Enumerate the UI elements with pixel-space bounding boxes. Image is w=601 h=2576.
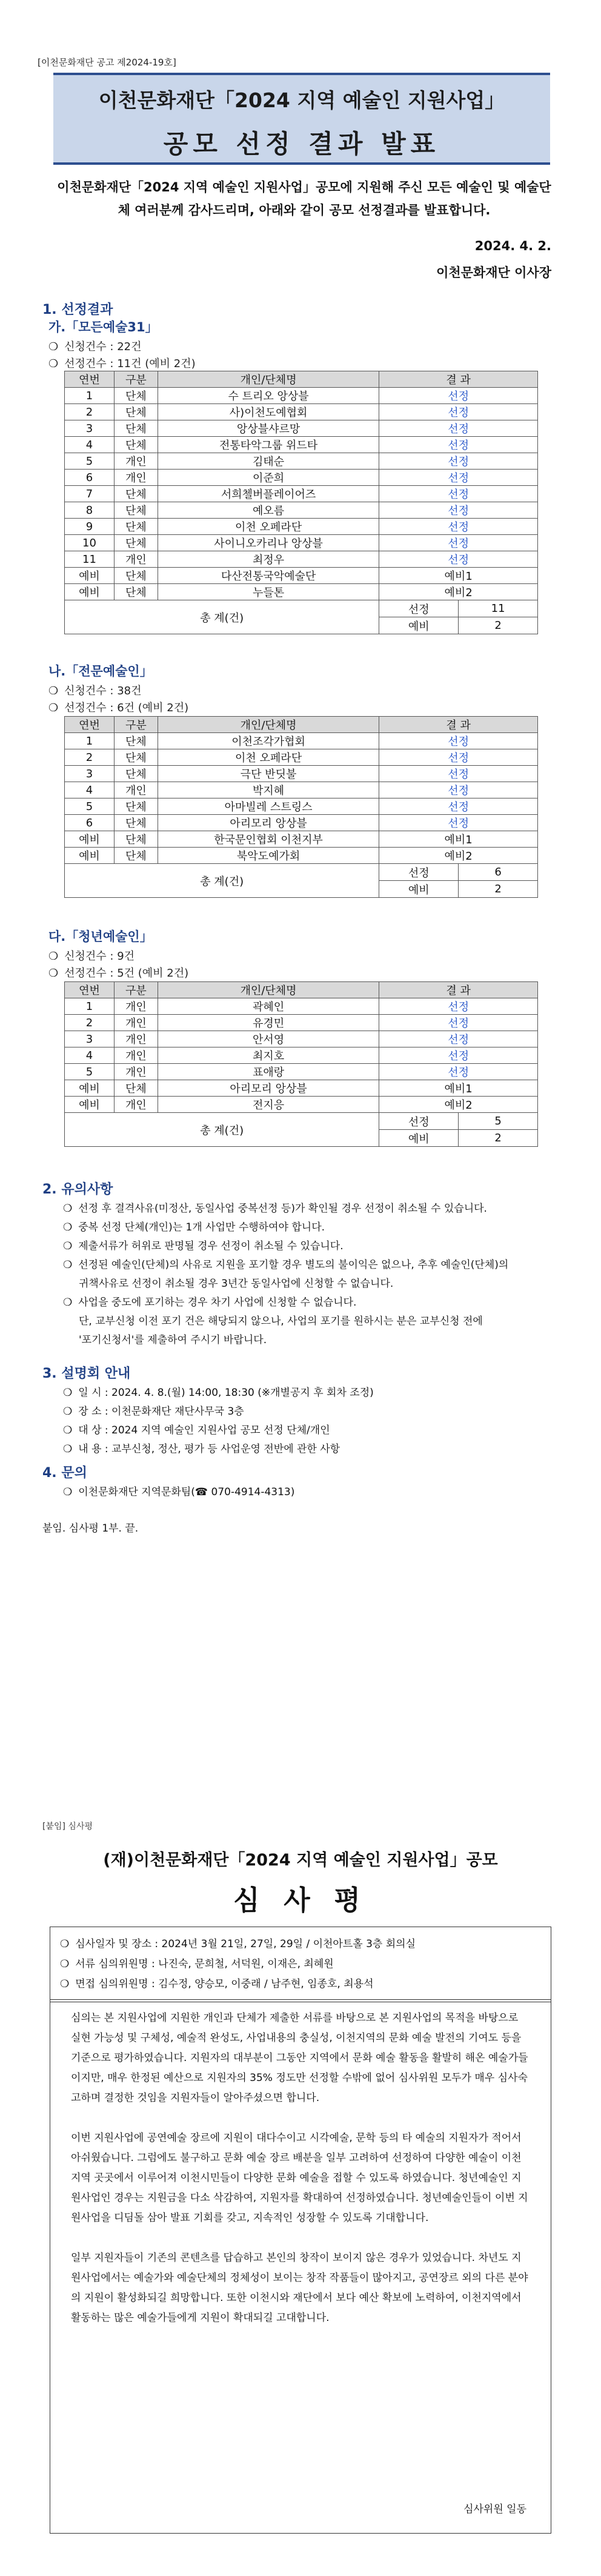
cell-name: 한국문인협회 이천지부 (158, 831, 379, 848)
cell-no: 3 (65, 420, 115, 437)
note-item: ❍ 선정된 예술인(단체)의 사유로 지원을 포기할 경우 별도의 불이익은 없으나, 추후 예술인(단체)의 (63, 1256, 566, 1275)
section3-title: 3. 설명회 안내 (42, 1366, 131, 1381)
cell-name: 안서영 (158, 1031, 379, 1047)
group-b-applicants: ❍ 신청건수 : 38건 (48, 682, 142, 698)
cell-no: 1 (65, 388, 115, 404)
cell-result: 선정 (379, 388, 538, 404)
total-row (65, 1113, 538, 1130)
cell-name: 이천조각가협회 (158, 733, 379, 749)
table-row (65, 1080, 538, 1097)
cell-type: 단체 (114, 848, 158, 864)
total-row (65, 600, 538, 617)
total-reserve-label: 예비 (379, 617, 459, 634)
cell-no: 4 (65, 437, 115, 453)
cell-name: 극단 반딧불 (158, 766, 379, 782)
cell-no: 10 (65, 535, 115, 551)
cell-result: 선정 (379, 1064, 538, 1080)
cell-result: 선정 (379, 404, 538, 420)
total-selected-count: 5 (494, 1115, 502, 1127)
table-row (65, 453, 538, 470)
notes-list (63, 1200, 566, 1350)
cell-name: 최정우 (158, 551, 379, 568)
cell-name: 북악도예가회 (158, 848, 379, 864)
total-label: 총 계(건) (65, 1113, 379, 1147)
cell-no: 1 (65, 733, 115, 749)
cell-name: 서희첼버플레이어즈 (158, 486, 379, 502)
cell-name: 이준희 (158, 470, 379, 486)
cell-type: 단체 (114, 766, 158, 782)
total-row (65, 864, 538, 881)
table-row (65, 1064, 538, 1080)
cell-type: 단체 (114, 831, 158, 848)
section1-title: 1. 선정결과 (42, 302, 113, 317)
cell-result: 선정 (379, 551, 538, 568)
cell-type: 단체 (114, 404, 158, 420)
col-no: 연번 (65, 717, 115, 733)
cell-type: 단체 (114, 420, 158, 437)
cell-name: 다산전통국악예술단 (158, 568, 379, 584)
review-paragraph: 일부 지원자들이 기존의 콘텐츠를 답습하고 본인의 창작이 보이지 않은 경우가 있었습니다. 차년도 지원사업에서는 예술가와 예술단체의 정체성이 보이는 창작 작품들이 많아지고, 공연장르 외의 다른 분야의 지원이 활성화되길 희망합니다. 또한 이천시와 재단에서 보다 예산 확보에 노력하여, 이천지역에서 활동하는 많은 예술가들에게 지원이 확대되길 고대합니다. (71, 2252, 528, 2324)
table-row (65, 798, 538, 815)
cell-name: 누들톤 (158, 584, 379, 600)
cell-name: 이천 오페라단 (158, 519, 379, 535)
banner-line1: 이천문화재단「2024 지역 예술인 지원사업」 (98, 88, 505, 112)
cell-result: 선정 (379, 998, 538, 1015)
table-row (65, 1047, 538, 1064)
cell-result: 선정 (379, 1015, 538, 1031)
cell-type: 단체 (114, 535, 158, 551)
title-banner (53, 73, 550, 165)
total-selected-count: 11 (491, 602, 505, 615)
cell-result: 예비2 (379, 848, 538, 864)
cell-result: 선정 (379, 420, 538, 437)
briefing-list (63, 1384, 566, 1459)
cell-no: 11 (65, 551, 115, 568)
total-label: 총 계(건) (65, 600, 379, 634)
review-info-item: ❍ 면접 심의위원명 : 김수정, 양승모, 이중래 / 남주현, 임종호, 최용석 (60, 1974, 541, 1994)
cell-result: 예비1 (379, 568, 538, 584)
cell-result: 선정 (379, 519, 538, 535)
table-header-row (65, 982, 538, 998)
group-a-applicants: ❍ 신청건수 : 22건 (48, 338, 142, 354)
cell-no: 1 (65, 998, 115, 1015)
cell-name: 김태순 (158, 453, 379, 470)
group-b-table (64, 716, 538, 898)
cell-name: 곽혜인 (158, 998, 379, 1015)
cell-result: 예비1 (379, 831, 538, 848)
cell-type: 개인 (114, 551, 158, 568)
review-info-box (50, 1927, 551, 2002)
cell-no: 4 (65, 782, 115, 798)
table-row (65, 733, 538, 749)
table-header-row (65, 371, 538, 388)
cell-result: 선정 (379, 733, 538, 749)
cell-name: 앙상블샤르망 (158, 420, 379, 437)
review-info-item: ❍ 심사일자 및 장소 : 2024년 3월 21일, 27일, 29일 / 이천아트홀 3층 회의실 (60, 1934, 541, 1954)
notice-number: [이천문화재단 공고 제2024-19호] (38, 57, 176, 68)
cell-name: 예오름 (158, 502, 379, 519)
review-subtitle: 심 사 평 (233, 1884, 368, 1916)
col-result: 결 과 (379, 371, 538, 388)
cell-result: 선정 (379, 470, 538, 486)
cell-result: 선정 (379, 1047, 538, 1064)
total-label: 총 계(건) (65, 864, 379, 898)
cell-no: 6 (65, 815, 115, 831)
cell-name: 전지응 (158, 1097, 379, 1113)
cell-type: 단체 (114, 733, 158, 749)
cell-result: 예비1 (379, 1080, 538, 1097)
col-no: 연번 (65, 982, 115, 998)
table-row (65, 584, 538, 600)
total-selected-label: 선정 (379, 600, 459, 617)
contact-item: ❍ 이천문화재단 지역문화팀(☎ 070-4914-4313) (63, 1483, 566, 1502)
cell-type: 개인 (114, 470, 158, 486)
total-reserve-label: 예비 (379, 1130, 459, 1146)
cell-no: 예비 (65, 1080, 115, 1097)
cell-type: 개인 (114, 453, 158, 470)
note-item-continued: 귀책사유로 선정이 취소될 경우 3년간 동일사업에 신청할 수 없습니다. (79, 1278, 394, 1290)
table-row (65, 1031, 538, 1047)
cell-name: 표애랑 (158, 1064, 379, 1080)
cell-result: 선정 (379, 798, 538, 815)
note-item-continued: '포기신청서'를 제출하여 주시기 바랍니다. (79, 1334, 267, 1346)
table-row (65, 404, 538, 420)
col-no: 연번 (65, 371, 115, 388)
cell-type: 단체 (114, 1080, 158, 1097)
cell-no: 예비 (65, 568, 115, 584)
cell-name: 아리모리 앙상블 (158, 815, 379, 831)
col-type: 구분 (114, 982, 158, 998)
cell-type: 단체 (114, 568, 158, 584)
table-row (65, 1097, 538, 1113)
group-a-title: 가.「모든예술31」 (48, 320, 158, 334)
cell-no: 5 (65, 453, 115, 470)
group-c-applicants: ❍ 신청건수 : 9건 (48, 948, 134, 963)
announce-org: 이천문화재단 이사장 (436, 265, 551, 280)
table-row (65, 535, 538, 551)
banner-line2: 공모 선정 결과 발표 (163, 129, 440, 159)
table-row (65, 848, 538, 864)
total-selected-label: 선정 (379, 864, 459, 880)
cell-no: 7 (65, 486, 115, 502)
contact-list (63, 1483, 566, 1502)
announce-date: 2024. 4. 2. (474, 239, 551, 253)
cell-no: 2 (65, 1015, 115, 1031)
section2-title: 2. 유의사항 (42, 1182, 113, 1197)
cell-no: 3 (65, 1031, 115, 1047)
cell-type: 개인 (114, 1031, 158, 1047)
review-paragraph: 이번 지원사업에 공연예술 장르에 지원이 대다수이고 시각예술, 문학 등의 타 예술의 지원자가 적어서 아쉬웠습니다. 그럼에도 불구하고 문화 예술 장르 배분을 일부 고려하여 선정하여 다양한 예술이 이천지역 곳곳에서 이루어져 이천시민들이 다양한 문화 예술을 접할 수 있도록 하였습니다. 청년예술인 지원사업인 경우는 지원금을 다소 삭감하여, 지원자를 확대하여 선정하였습니다. 청년예술인들이 이번 지원사업을 디딤돌 삼아 발표 기회를 갖고, 지속적인 성장할 수 있도록 기대합니다. (71, 2132, 528, 2224)
group-c-table (64, 981, 538, 1147)
cell-no: 8 (65, 502, 115, 519)
cell-no: 예비 (65, 831, 115, 848)
col-name: 개인/단체명 (158, 982, 379, 998)
cell-no: 4 (65, 1047, 115, 1064)
col-result: 결 과 (379, 982, 538, 998)
briefing-item: ❍ 장 소 : 이천문화재단 재단사무국 3층 (63, 1403, 566, 1421)
table-row (65, 519, 538, 535)
cell-name: 사이니오카리나 앙상블 (158, 535, 379, 551)
note-item: ❍ 사업을 중도에 포기하는 경우 차기 사업에 신청할 수 없습니다. (63, 1293, 566, 1312)
total-reserve-count: 2 (494, 1132, 502, 1144)
col-result: 결 과 (379, 717, 538, 733)
group-c-title: 다.「청년예술인」 (48, 929, 153, 944)
total-reserve-label: 예비 (379, 881, 459, 897)
briefing-item: ❍ 일 시 : 2024. 4. 8.(월) 14:00, 18:30 (※개별공지 후 회차 조정) (63, 1384, 566, 1403)
cell-result: 선정 (379, 815, 538, 831)
cell-type: 단체 (114, 519, 158, 535)
cell-type: 단체 (114, 749, 158, 766)
cell-no: 3 (65, 766, 115, 782)
review-paragraph: 심의는 본 지원사업에 지원한 개인과 단체가 제출한 서류를 바탕으로 본 지원사업의 목적을 바탕으로 실현 가능성 및 구체성, 예술적 완성도, 사업내용의 충실성, 이천지역의 문화 예술 발전의 기여도 등을 기준으로 평가하였습니다. 지원자의 대부분이 그동안 지역에서 문화 예술 활동을 활발히 해온 예술가들이지만, 매우 한정된 예산으로 지원자의 35% 정도만 선정할 수밖에 없어 심사위원 모두가 매우 심사숙고하며 결정한 것임을 지원자들이 알아주셨으면 합니다. (71, 2012, 528, 2104)
note-item: ❍ 선정 후 결격사유(미정산, 동일사업 중복선정 등)가 확인될 경우 선정이 취소될 수 있습니다. (63, 1200, 566, 1218)
cell-type: 단체 (114, 388, 158, 404)
table-row (65, 502, 538, 519)
cell-no: 6 (65, 470, 115, 486)
total-selected-count: 6 (494, 866, 502, 878)
table-row (65, 551, 538, 568)
cell-result: 선정 (379, 535, 538, 551)
table-row (65, 831, 538, 848)
table-row (65, 437, 538, 453)
col-type: 구분 (114, 717, 158, 733)
cell-name: 사)이천도예협회 (158, 404, 379, 420)
cell-name: 유경민 (158, 1015, 379, 1031)
cell-name: 아리모리 앙상블 (158, 1080, 379, 1097)
cell-no: 5 (65, 1064, 115, 1080)
cell-type: 단체 (114, 486, 158, 502)
cell-result: 선정 (379, 437, 538, 453)
cell-name: 아마빌레 스트링스 (158, 798, 379, 815)
section4-title: 4. 문의 (42, 1466, 87, 1481)
cell-name: 전통타악그룹 위드타 (158, 437, 379, 453)
note-item-continued: 단, 교부신청 이전 포기 건은 해당되지 않으나, 사업의 포기를 원하시는 분은 교부신청 전에 (79, 1315, 483, 1327)
table-row (65, 486, 538, 502)
cell-type: 단체 (114, 584, 158, 600)
note-item: ❍ 제출서류가 허위로 판명될 경우 선정이 취소될 수 있습니다. (63, 1237, 566, 1256)
group-b-title: 나.「전문예술인」 (48, 664, 153, 679)
col-name: 개인/단체명 (158, 717, 379, 733)
table-row (65, 749, 538, 766)
cell-type: 개인 (114, 998, 158, 1015)
cell-result: 선정 (379, 502, 538, 519)
table-row (65, 998, 538, 1015)
cell-result: 선정 (379, 749, 538, 766)
cell-type: 단체 (114, 437, 158, 453)
col-type: 구분 (114, 371, 158, 388)
attachment-label: [붙임] 심사평 (42, 1822, 93, 1831)
cell-result: 선정 (379, 1031, 538, 1047)
cell-no: 2 (65, 749, 115, 766)
table-row (65, 420, 538, 437)
group-a-selected: ❍ 선정건수 : 11건 (예비 2건) (48, 355, 196, 371)
cell-name: 수 트리오 앙상블 (158, 388, 379, 404)
cell-result: 선정 (379, 486, 538, 502)
cell-result: 선정 (379, 453, 538, 470)
table-row (65, 470, 538, 486)
cell-no: 예비 (65, 1097, 115, 1113)
col-name: 개인/단체명 (158, 371, 379, 388)
briefing-item: ❍ 대 상 : 2024 지역 예술인 지원사업 공모 선정 단체/개인 (63, 1421, 566, 1440)
table-row (65, 782, 538, 798)
cell-type: 개인 (114, 1064, 158, 1080)
closing-line: 붙임. 심사평 1부. 끝. (42, 1522, 139, 1535)
total-reserve-count: 2 (494, 619, 502, 632)
cell-no: 예비 (65, 584, 115, 600)
cell-no: 예비 (65, 848, 115, 864)
cell-result: 선정 (379, 782, 538, 798)
group-c-selected: ❍ 선정건수 : 5건 (예비 2건) (48, 964, 188, 980)
table-row (65, 568, 538, 584)
review-title: (재)이천문화재단「2024 지역 예술인 지원사업」공모 (103, 1851, 498, 1870)
cell-type: 개인 (114, 1015, 158, 1031)
review-info-item: ❍ 서류 심의위원명 : 나진숙, 문희철, 서덕원, 이재은, 최혜원 (60, 1954, 541, 1974)
cell-type: 개인 (114, 1097, 158, 1113)
table-header-row (65, 717, 538, 733)
cell-result: 선정 (379, 766, 538, 782)
cell-no: 9 (65, 519, 115, 535)
cell-name: 이천 오페라단 (158, 749, 379, 766)
briefing-item: ❍ 내 용 : 교부신청, 정산, 평가 등 사업운영 전반에 관한 사항 (63, 1440, 566, 1459)
total-reserve-count: 2 (494, 883, 502, 895)
review-signature: 심사위원 일동 (463, 2503, 526, 2515)
note-item: ❍ 중복 선정 단체(개인)는 1개 사업만 수행하여야 합니다. (63, 1218, 566, 1237)
cell-result: 예비2 (379, 584, 538, 600)
intro-text: 이천문화재단「2024 지역 예술인 지원사업」공모에 지원해 주신 모든 예술인 및 예술단체 여러분께 감사드리며, 아래와 같이 공모 선정결과를 발표합니다. (57, 180, 551, 217)
table-row (65, 388, 538, 404)
total-selected-label: 선정 (379, 1113, 459, 1129)
table-row (65, 766, 538, 782)
cell-name: 최지호 (158, 1047, 379, 1064)
cell-name: 박지혜 (158, 782, 379, 798)
cell-type: 개인 (114, 1047, 158, 1064)
cell-result: 예비2 (379, 1097, 538, 1113)
group-b-selected: ❍ 선정건수 : 6건 (예비 2건) (48, 699, 188, 715)
cell-type: 단체 (114, 798, 158, 815)
table-row (65, 815, 538, 831)
cell-type: 단체 (114, 502, 158, 519)
review-body (50, 1999, 551, 2534)
table-row (65, 1015, 538, 1031)
cell-no: 2 (65, 404, 115, 420)
group-a-table (64, 371, 538, 634)
cell-no: 5 (65, 798, 115, 815)
cell-type: 단체 (114, 815, 158, 831)
cell-type: 개인 (114, 782, 158, 798)
